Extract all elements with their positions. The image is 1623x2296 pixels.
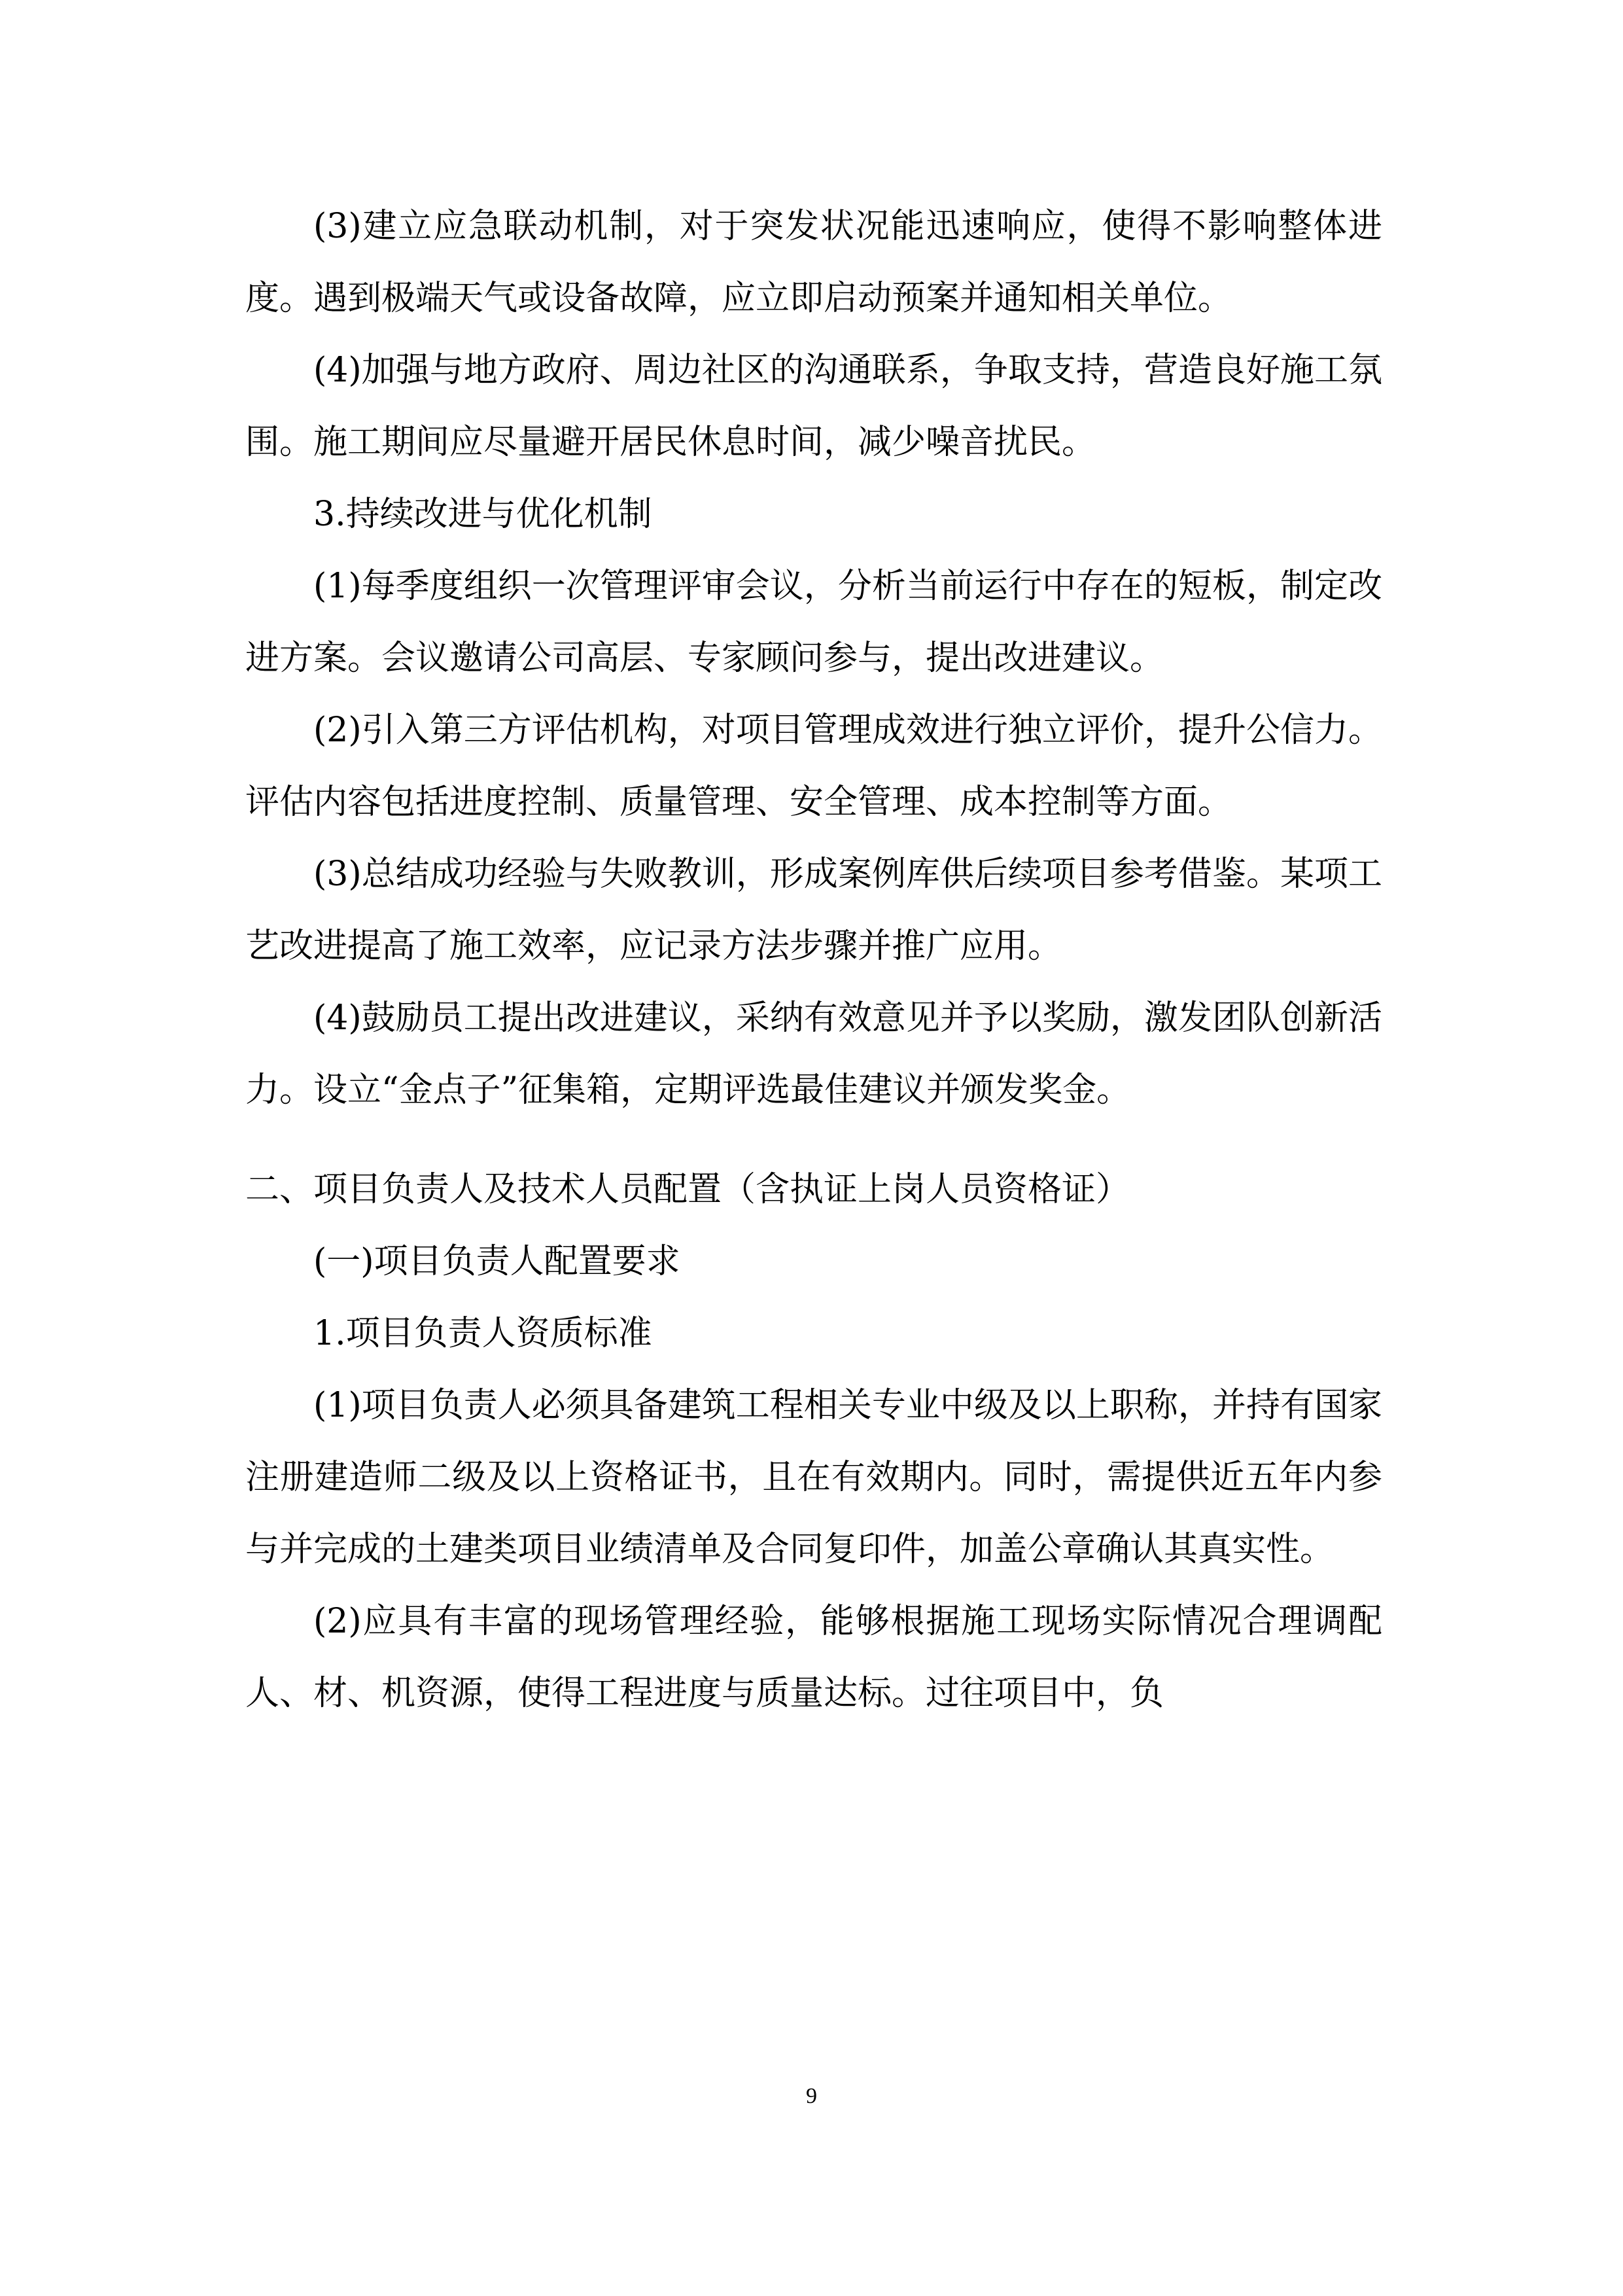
subheading-project-leader-requirements: (一)项目负责人配置要求 — [313, 1242, 680, 1281]
subheading-qualification-standards: 1.项目负责人资质标准 — [313, 1314, 652, 1353]
paragraph-case-library: (3)总结成功经验与失败教训，形成案例库供后续项目参考借鉴。某项工艺改进提高了施工效率，应记录方法步骤并推广应用。 — [245, 855, 1382, 966]
paragraph-quarterly-review: (1)每季度组织一次管理评审会议，分析当前运行中存在的短板，制定改进方案。会议邀请公司高层、专家顾问参与，提出改进建议。 — [245, 567, 1382, 678]
paragraph-employee-suggestions: (4)鼓励员工提出改进建议，采纳有效意见并予以奖励，激发团队创新活力。设立“金点子”征集箱，定期评选最佳建议并颁发奖金。 — [245, 998, 1382, 1110]
section-heading: 二、项目负责人及技术人员配置（含执证上岗人员资格证） — [245, 1170, 1130, 1209]
paragraph-community-communication: (4)加强与地方政府、周边社区的沟通联系，争取支持，营造良好施工氛围。施工期间应尽量避开居民休息时间，减少噪音扰民。 — [245, 351, 1382, 462]
page-number: 9 — [806, 2084, 817, 2108]
paragraph-emergency-linkage: (3)建立应急联动机制，对于突发状况能迅速响应，使得不影响整体进度。遇到极端天气或设备故障，应立即启动预案并通知相关单位。 — [245, 207, 1382, 318]
paragraph-leader-experience: (2)应具有丰富的现场管理经验，能够根据施工现场实际情况合理调配人、材、机资源，使得工程进度与质量达标。过往项目中，负 — [245, 1602, 1382, 1713]
document-body — [245, 190, 1382, 1729]
subheading-continuous-improvement: 3.持续改进与优化机制 — [313, 495, 652, 534]
paragraph-leader-qualifications: (1)项目负责人必须具备建筑工程相关专业中级及以上职称，并持有国家注册建造师二级及以上资格证书，且在有效期内。同时，需提供近五年内参与并完成的土建类项目业绩清单及合同复印件，加盖公章确认其真实性。 — [245, 1386, 1382, 1569]
paragraph-third-party-evaluation: (2)引入第三方评估机构，对项目管理成效进行独立评价，提升公信力。评估内容包括进度控制、质量管理、安全管理、成本控制等方面。 — [245, 711, 1382, 822]
